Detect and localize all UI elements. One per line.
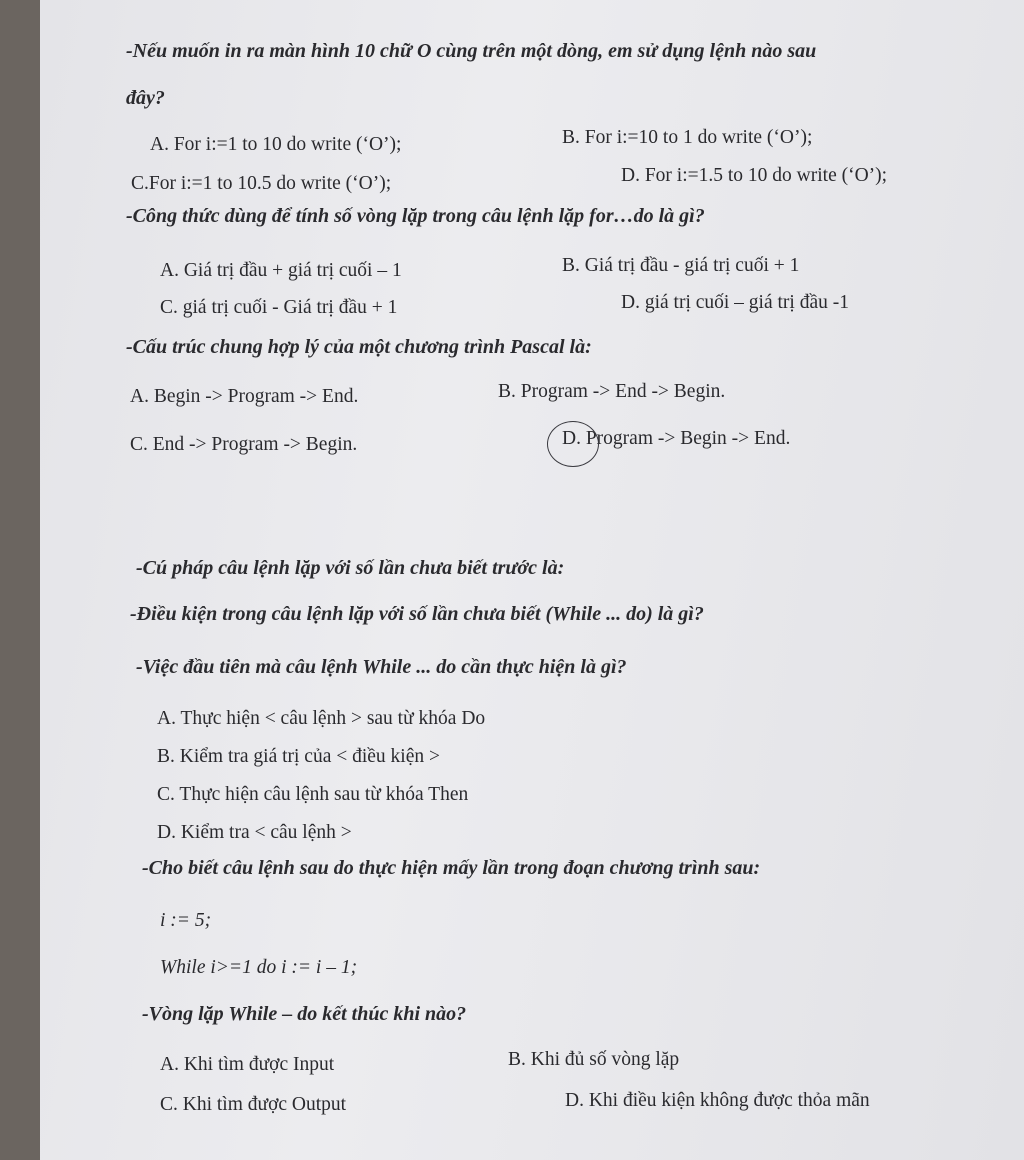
q8-option-b: B. Khi đủ số vòng lặp <box>508 1049 680 1070</box>
q3-question: -Cấu trúc chung hợp lý của một chương trình Pascal là: <box>126 336 592 358</box>
q2-option-d: D. giá trị cuối – giá trị đầu -1 <box>621 292 849 313</box>
q2-option-c: C. giá trị cuối - Giá trị đầu + 1 <box>160 297 398 318</box>
q7-code-line2: While i>=1 do i := i – 1; <box>160 957 358 978</box>
q6-question: -Việc đầu tiên mà câu lệnh While ... do cần thực hiện là gì? <box>136 656 627 678</box>
q7-code-line1: i := 5; <box>160 910 212 931</box>
q3-option-a: A. Begin -> Program -> End. <box>130 386 359 407</box>
q2-option-a: A. Giá trị đầu + giá trị cuối – 1 <box>160 260 402 281</box>
q3-option-c: C. End -> Program -> Begin. <box>130 434 358 455</box>
q1-option-c: C.For i:=1 to 10.5 do write (‘O’); <box>131 173 392 194</box>
q8-question: -Vòng lặp While – do kết thúc khi nào? <box>142 1003 467 1025</box>
q8-option-c: C. Khi tìm được Output <box>160 1094 347 1115</box>
q1-question-line1: -Nếu muốn in ra màn hình 10 chữ O cùng trên một dòng, em sử dụng lệnh nào sau <box>126 40 817 62</box>
q1-option-d: D. For i:=1.5 to 10 do write (‘O’); <box>621 165 888 186</box>
q6-option-d: D. Kiểm tra < câu lệnh > <box>157 822 352 843</box>
q6-option-b: B. Kiểm tra giá trị của < điều kiện > <box>157 746 440 767</box>
q1-option-a: A. For i:=1 to 10 do write (‘O’); <box>150 134 402 155</box>
q1-option-b: B. For i:=10 to 1 do write (‘O’); <box>562 127 813 148</box>
q5-question: -Điều kiện trong câu lệnh lặp với số lần chưa biết (While ... do) là gì? <box>130 603 704 625</box>
q2-question: -Công thức dùng để tính số vòng lặp trong câu lệnh lặp for…do là gì? <box>126 205 705 227</box>
q8-option-d: D. Khi điều kiện không được thỏa mãn <box>565 1090 870 1111</box>
q2-option-b: B. Giá trị đầu - giá trị cuối + 1 <box>562 255 800 276</box>
q7-question: -Cho biết câu lệnh sau do thực hiện mấy lần trong đoạn chương trình sau: <box>142 857 761 879</box>
q3-option-d: D. Program -> Begin -> End. <box>562 428 791 449</box>
q8-option-a: A. Khi tìm được Input <box>160 1054 335 1075</box>
q6-option-a: A. Thực hiện < câu lệnh > sau từ khóa Do <box>157 708 486 729</box>
q4-question: -Cú pháp câu lệnh lặp với số lần chưa biết trước là: <box>136 557 565 579</box>
q6-option-c: C. Thực hiện câu lệnh sau từ khóa Then <box>157 784 469 805</box>
q1-question-line2: đây? <box>126 87 165 109</box>
q3-option-b: B. Program -> End -> Begin. <box>498 381 726 402</box>
